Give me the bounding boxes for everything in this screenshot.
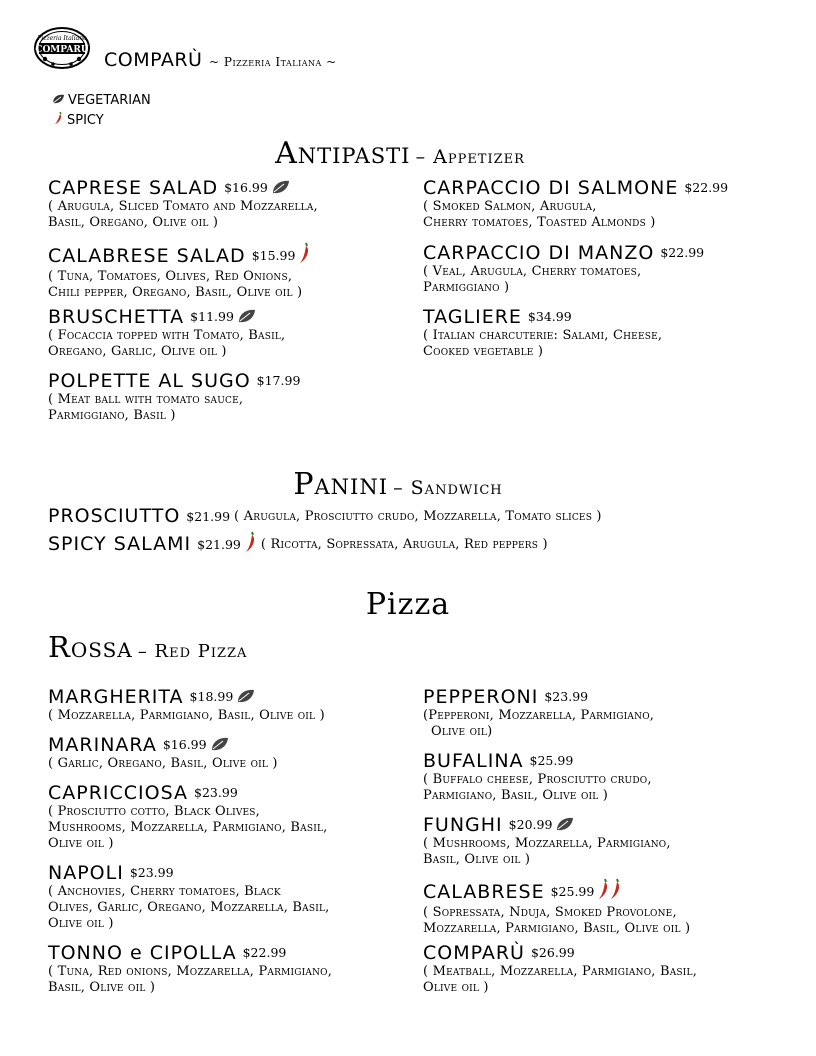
menu-item-header (423, 686, 783, 708)
item-description: Basil, Olive oil ) (48, 980, 156, 995)
legend-vegetarian: VEGETARIAN (52, 93, 151, 108)
pizza-section-title: Pizza (365, 587, 451, 622)
item-price: $26.99 (530, 945, 575, 960)
menu-item (48, 306, 408, 360)
item-description: Parmigiano, Basil, Olive oil ) (423, 788, 609, 803)
antipasti-section-title: Antipasti – Appetizer (275, 136, 525, 171)
brand-title (104, 49, 337, 71)
item-name: CALABRESE SALAD (48, 244, 246, 267)
menu-item-header (423, 942, 783, 964)
menu-item (423, 942, 783, 996)
leaf-icon (272, 177, 290, 199)
item-description: ( Meatball, Mozzarella, Parmigiano, Basil, (423, 964, 698, 979)
item-name: CAPRESE SALAD (48, 177, 219, 199)
menu-item-header (48, 177, 408, 199)
leaf-icon (237, 686, 255, 708)
menu-item (48, 734, 408, 772)
svg-text:COMPARU: COMPARU (35, 45, 89, 55)
leaf-icon (238, 306, 256, 328)
menu-item (423, 242, 783, 296)
item-name: BUFALINA (423, 750, 524, 772)
menu-item-header (423, 750, 783, 772)
brand-tagline: ~ Pizzeria Italiana ~ (209, 55, 337, 69)
menu-item (423, 814, 783, 868)
item-description: ( Meat ball with tomato sauce, (48, 392, 244, 407)
pepper-icon (54, 111, 64, 129)
item-description: Parmiggiano ) (423, 280, 510, 295)
comparu-logo (33, 26, 91, 70)
item-price: $23.99 (544, 689, 589, 704)
item-description: Olive oil) (431, 724, 493, 739)
menu-item-header (48, 686, 408, 708)
item-description: ( Focaccia topped with Tomato, Basil, (48, 328, 286, 343)
menu-item-header (48, 370, 408, 392)
item-price: $23.99 (194, 785, 238, 800)
menu-item (48, 370, 408, 424)
menu-item (48, 942, 408, 996)
menu-item-header (423, 814, 783, 836)
item-price: $34.99 (527, 309, 572, 324)
item-name: CAPRICCIOSA (48, 782, 189, 804)
menu-item-header (423, 242, 783, 264)
item-description: ( Prosciutto cotto, Black Olives, (48, 804, 260, 819)
item-description: Mozzarella, Parmigiano, Basil, Olive oil ) (423, 921, 691, 936)
item-description: ( Italian charcuterie: Salami, Cheese, (423, 328, 663, 343)
item-description: Olive oil ) (48, 916, 114, 931)
item-description: ( Veal, Arugula, Cherry tomatoes, (423, 264, 642, 279)
item-name: NAPOLI (48, 862, 124, 884)
item-name: TONNO e CIPOLLA (48, 942, 237, 964)
item-name: FUNGHI (423, 814, 503, 836)
item-description: ( Garlic, Oregano, Basil, Olive oil ) (48, 756, 278, 771)
leaf-icon (556, 814, 574, 836)
item-name: CARPACCIO DI MANZO (423, 242, 655, 264)
panini-item (48, 531, 548, 557)
item-name: COMPARÙ (423, 942, 525, 964)
item-price: $22.99 (660, 245, 705, 260)
item-description: ( Mushrooms, Mozzarella, Parmigiano, (423, 836, 671, 851)
menu-item-header (48, 242, 408, 269)
menu-item-header (48, 734, 408, 756)
menu-item-header (48, 782, 408, 804)
menu-item (48, 686, 408, 724)
item-description: (Pepperoni, Mozzarella, Parmigiano, (423, 708, 655, 723)
menu-item (423, 878, 783, 937)
item-name: PROSCIUTTO (48, 505, 181, 527)
item-description: Basil, Oregano, Olive oil ) (48, 215, 219, 230)
svg-text:Pizzeria Italiana: Pizzeria Italiana (37, 35, 87, 42)
item-name: MARGHERITA (48, 686, 184, 708)
item-description: ( Arugula, Sliced Tomato and Mozzarella, (48, 199, 318, 214)
brand-name: COMPARÙ (104, 49, 203, 71)
item-price: $16.99 (162, 737, 207, 752)
item-name: MARINARA (48, 734, 157, 756)
item-name: TAGLIERE (423, 306, 522, 328)
item-description: Chili pepper, Oregano, Basil, Olive oil ) (48, 285, 303, 300)
item-description: Basil, Olive oil ) (423, 852, 531, 867)
item-name: CALABRESE (423, 880, 545, 903)
menu-item-header (48, 942, 408, 964)
item-description: Olive oil ) (48, 836, 114, 851)
item-description: Oregano, Garlic, Olive oil ) (48, 344, 227, 359)
item-description: Olives, Garlic, Oregano, Mozzarella, Basil, (48, 900, 330, 915)
item-price: $25.99 (529, 753, 574, 768)
item-price: $15.99 (251, 247, 296, 263)
item-description: ( Sopressata, Nduja, Smoked Provolone, (423, 905, 677, 920)
menu-item (423, 177, 783, 231)
double-pepper-icon (598, 878, 622, 905)
legend-spicy: SPICY (52, 111, 104, 129)
item-price: $21.99 (186, 508, 231, 524)
item-description: ( Tuna, Tomatoes, Olives, Red Onions, (48, 269, 293, 284)
item-description: ( Buffalo cheese, Prosciutto crudo, (423, 772, 652, 787)
menu-item-header (423, 878, 783, 905)
menu-item (48, 242, 408, 301)
item-price: $23.99 (129, 865, 174, 880)
menu-item (48, 782, 408, 852)
item-description: Cherry tomatoes, Toasted Almonds ) (423, 215, 656, 230)
item-description: Cooked vegetable ) (423, 344, 544, 359)
item-description: ( Anchovies, Cherry tomatoes, Black (48, 884, 281, 899)
panini-item (48, 505, 602, 527)
menu-item (423, 686, 783, 740)
item-description: ( Mozzarella, Parmigiano, Basil, Olive oil ) (48, 708, 325, 723)
pepper-icon (245, 531, 257, 557)
item-description: Mushrooms, Mozzarella, Parmigiano, Basil, (48, 820, 328, 835)
item-description: ( Smoked Salmon, Arugula, (423, 199, 597, 214)
item-price: $25.99 (550, 883, 595, 899)
item-price: $16.99 (224, 180, 268, 195)
item-description: Parmiggiano, Basil ) (48, 408, 176, 423)
leaf-icon (211, 734, 229, 756)
item-price: $22.99 (242, 945, 287, 960)
panini-section-title: Panini – Sandwich (293, 467, 503, 502)
item-description: ( Tuna, Red onions, Mozzarella, Parmigiano, (48, 964, 333, 979)
item-name: BRUSCHETTA (48, 306, 185, 328)
item-name: POLPETTE AL SUGO (48, 370, 251, 392)
pepper-icon (299, 242, 311, 269)
menu-item (48, 177, 408, 231)
menu-item-header (48, 862, 408, 884)
item-price: $21.99 (197, 536, 241, 552)
item-price: $18.99 (189, 689, 234, 704)
menu-item-header (423, 177, 783, 199)
rossa-subsection-title: Rossa – Red Pizza (48, 630, 248, 664)
item-name: CARPACCIO DI SALMONE (423, 177, 679, 199)
item-name: SPICY SALAMI (48, 533, 192, 555)
item-price: $17.99 (256, 373, 301, 388)
menu-item-header (48, 306, 408, 328)
item-description: ( Arugula, Prosciutto crudo, Mozzarella, Tomato slices ) (234, 508, 602, 524)
item-price: $20.99 (508, 817, 553, 832)
item-description: ( Ricotta, Sopressata, Arugula, Red peppers ) (260, 536, 548, 552)
item-name: PEPPERONI (423, 686, 539, 708)
leaf-icon (52, 93, 65, 108)
menu-item (423, 750, 783, 804)
item-price: $22.99 (684, 180, 729, 195)
menu-item (48, 862, 408, 932)
item-description: Olive oil ) (423, 980, 489, 995)
item-price: $11.99 (190, 309, 234, 324)
menu-item-header (423, 306, 783, 328)
menu-item (423, 306, 783, 360)
